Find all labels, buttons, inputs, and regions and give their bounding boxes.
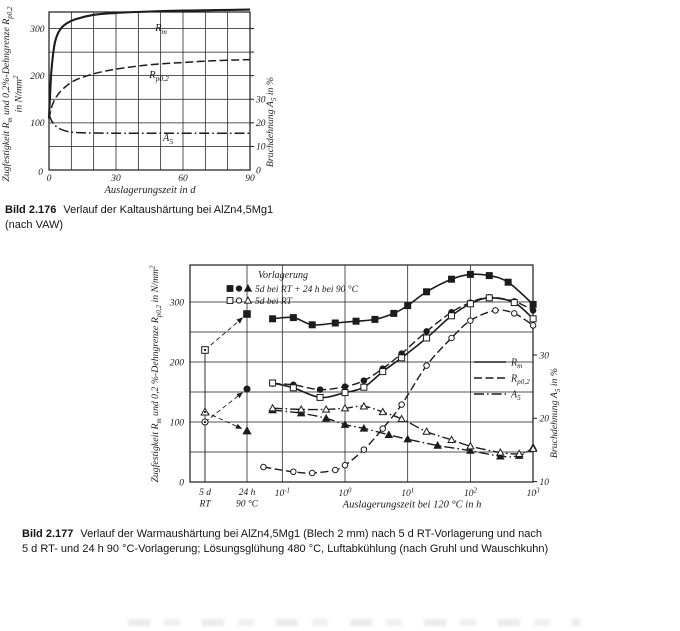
marker-square-open [424, 335, 430, 341]
y-left-axis-title: Zugfestigkeit $R_m$ und 0,2%-Dehngrenze $R_{p0,2}$ [1, 6, 14, 182]
y-left-tick-label: 0 [38, 168, 43, 178]
legend-title: Vorlagerung [258, 270, 308, 281]
curve-A5 [49, 115, 250, 134]
curve-label-Rp02: $R_{p0,2}$ [149, 70, 169, 83]
y-left-tick-label: 300 [169, 298, 184, 309]
marker-square-filled [244, 311, 251, 318]
pre-tick-label: RT [199, 499, 211, 510]
y-right-tick-label: 20 [539, 414, 549, 425]
curve-A5_rt [273, 406, 533, 454]
marker-triangle-filled [385, 431, 392, 437]
marker-square-filled [405, 303, 411, 309]
y-left-tick-label: 300 [30, 24, 45, 35]
figure1-caption-label: Bild 2.176 [5, 204, 57, 216]
x-tick-label: $10^1$ [401, 487, 415, 499]
marker-circle-open [449, 335, 455, 341]
marker-dot [204, 421, 206, 423]
x-tick-label: 30 [111, 174, 121, 184]
marker-square-open [467, 301, 473, 307]
curve-label-Rm: $R_m$ [155, 23, 167, 36]
marker-square-open [227, 298, 233, 304]
marker-circle-open [511, 311, 517, 317]
y-right-tick-label: 20 [256, 119, 266, 130]
marker-square-filled [505, 279, 511, 285]
marker-square-filled [227, 286, 233, 292]
marker-square-filled [449, 276, 455, 282]
pre-aging-arrow-Rp02 [205, 393, 242, 422]
y-left-axis-title-units: in $N/mm^2$ [12, 75, 25, 113]
x-tick-label: 0 [46, 174, 52, 184]
legend-line-label: $R_{p0,2}$ [511, 373, 530, 387]
marker-circle-filled [342, 384, 348, 390]
marker-square-open [380, 369, 386, 375]
chart-warmaushaertung [148, 250, 580, 525]
marker-circle-open [399, 402, 405, 408]
marker-triangle-open [245, 297, 252, 303]
figure1-caption [5, 203, 335, 233]
marker-square-filled [467, 271, 473, 277]
marker-square-open [270, 380, 276, 386]
marker-square-filled [290, 315, 296, 321]
marker-circle-open [361, 447, 367, 453]
marker-circle-open [261, 464, 267, 470]
y-left-tick-label: 0 [179, 478, 184, 489]
pre-aging-arrow-A5 [205, 412, 242, 429]
marker-square-open [342, 390, 348, 396]
marker-square-filled [530, 301, 536, 307]
marker-circle-filled [424, 329, 430, 335]
marker-square-filled [353, 318, 359, 324]
marker-triangle-filled [245, 285, 252, 291]
x-tick-label: $10^3$ [526, 487, 540, 499]
x-tick-label: $10^2$ [463, 487, 477, 499]
marker-square-open [449, 313, 455, 319]
y-right-tick-label: 30 [256, 95, 266, 106]
chart1 [1, 6, 278, 196]
marker-circle-open [530, 323, 536, 329]
marker-square-filled [372, 316, 378, 322]
pre-aging-arrow-Rm [205, 318, 242, 350]
marker-square-filled [391, 310, 397, 316]
marker-circle-filled [317, 387, 323, 393]
figure2-caption-label: Bild 2.177 [22, 528, 74, 540]
y-left-tick-label: 100 [30, 119, 45, 130]
y-left-tick-label: 100 [169, 418, 184, 429]
chart-kaltaushaertung [0, 0, 345, 200]
y-right-axis-title: Bruchdehnung $A_5$ in % [549, 367, 562, 459]
marker-square-filled [424, 289, 430, 295]
marker-circle-open [333, 467, 339, 473]
y-right-tick-label: 10 [539, 477, 549, 488]
marker-triangle-open [423, 428, 430, 434]
figure1-caption-text: Verlauf der Kaltaushärtung bei AlZn4,5Mg1 [63, 204, 274, 216]
y-right-axis-title: Bruchdehnung $A_5$ in % [265, 76, 278, 168]
curve-Rp02 [49, 60, 250, 120]
legend-row-label: 5d bei RT [255, 296, 292, 307]
x-tick-label: $10^0$ [338, 487, 352, 499]
pre-tick-label: 24 h [238, 488, 256, 498]
marker-circle-open [424, 363, 430, 369]
figure1-caption-line2: (nach VAW) [5, 219, 64, 231]
marker-circle-open [380, 426, 386, 432]
y-right-tick-label: 0 [256, 166, 261, 177]
pre-tick-label: 90 °C [235, 499, 259, 510]
marker-circle-filled [361, 378, 367, 384]
marker-circle-filled [244, 386, 250, 392]
marker-circle-filled [530, 308, 536, 314]
curve-Rm_warm [273, 274, 533, 325]
marker-triangle-filled [243, 427, 251, 434]
chart2 [149, 265, 562, 511]
marker-square-open [530, 316, 536, 322]
legend-line-label: $R_m$ [511, 357, 523, 371]
x-axis-title: Auslagerungszeit bei 120 °C in h [342, 499, 482, 511]
marker-square-open [486, 295, 492, 301]
y-right-tick-label: 10 [256, 142, 266, 153]
marker-square-open [361, 384, 367, 390]
marker-square-filled [270, 316, 276, 322]
marker-square-filled [486, 273, 492, 279]
figure2-caption-line2: 5 d RT- und 24 h 90 °C-Vorlagerung; Lösungsglühung 480 °C, Luftabkühlung (nach Gruhl und Wauschkuhn) [22, 543, 549, 555]
marker-circle-open [342, 462, 348, 468]
y-left-axis-title: Zugfestigkeit $R_m$ und 0,2 %-Dehngrenze $R_{p0,2}$ in $N/mm^2$ [148, 265, 163, 483]
curve-label-A5: $A_5$ [162, 133, 174, 146]
marker-circle-open [309, 470, 315, 476]
legend-row-label: 5d bei RT + 24 h bei 90 °C [255, 284, 358, 295]
x-axis-title: Auslagerungszeit in d [104, 185, 196, 196]
figure2-caption [22, 527, 667, 557]
marker-square-filled [309, 322, 315, 328]
marker-dot [204, 411, 206, 413]
marker-triangle-filled [323, 415, 330, 421]
curve-Rm [49, 10, 250, 119]
scan-artifact-row [128, 619, 580, 626]
pre-tick-label: 5 d [199, 488, 211, 498]
marker-dot [204, 349, 206, 351]
marker-circle-open [493, 308, 499, 314]
marker-circle-open [468, 318, 474, 324]
y-left-tick-label: 200 [169, 358, 184, 369]
y-left-tick-label: 200 [30, 71, 45, 82]
marker-square-filled [332, 320, 338, 326]
x-tick-label: $10^{-1}$ [274, 487, 290, 499]
marker-circle-filled [236, 286, 241, 291]
legend-line-label: $A_5$ [511, 389, 521, 403]
marker-circle-open [236, 298, 241, 303]
marker-square-open [317, 394, 323, 400]
marker-square-open [511, 300, 517, 306]
figure2-caption-line1: Verlauf der Warmaushärtung bei AlZn4,5Mg1 (Blech 2 mm) nach 5 d RT-Vorlagerung und nach [80, 528, 542, 540]
marker-square-open [399, 355, 405, 361]
marker-circle-open [291, 469, 297, 475]
x-tick-label: 90 [245, 174, 255, 184]
marker-square-open [290, 385, 296, 391]
y-right-tick-label: 30 [539, 351, 549, 362]
x-tick-label: 60 [178, 174, 188, 184]
